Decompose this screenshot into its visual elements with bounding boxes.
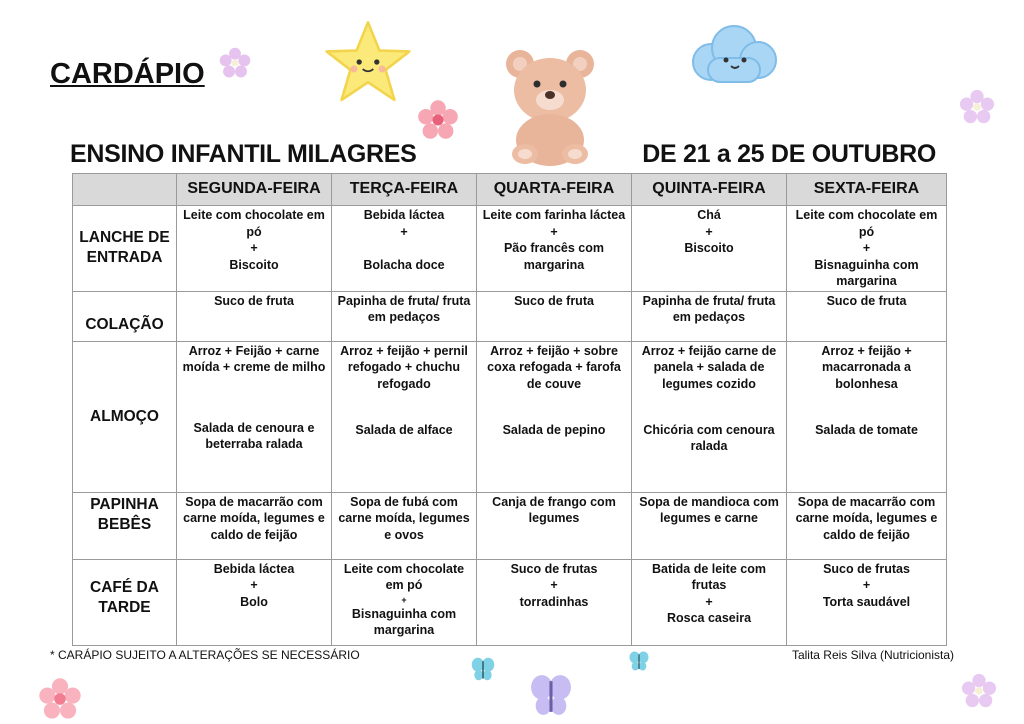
table-row: [73, 341, 947, 492]
table-row: [73, 291, 947, 341]
menu-cell: [787, 291, 947, 341]
table-header-row: [73, 174, 947, 206]
menu-item: Arroz + feijão carne de panela + salada de legumes cozido: [641, 343, 777, 391]
plus-sign: +: [400, 224, 408, 239]
corner-cell: [73, 174, 177, 206]
menu-cell: [632, 341, 787, 492]
plus-sign: +: [401, 594, 407, 605]
menu-cell: [477, 341, 632, 492]
menu-item: Arroz + feijão + pernil refogado + chuchu refogado: [340, 343, 468, 391]
menu-item: Bolacha doce: [363, 258, 445, 272]
meal-label: CAFÉ DA TARDE: [73, 559, 177, 645]
menu-cell: [177, 559, 332, 645]
menu-cell: [787, 559, 947, 645]
menu-cell: [477, 206, 632, 292]
plus-sign: +: [705, 594, 713, 609]
menu-cell: [477, 559, 632, 645]
menu-cell: [632, 291, 787, 341]
flower-icon: [960, 672, 998, 710]
table-row: [73, 559, 947, 645]
menu-cell: [632, 492, 787, 559]
plus-sign: +: [862, 578, 871, 592]
menu-item: Chá: [697, 208, 721, 222]
menu-item: Leite com chocolate em pó: [343, 561, 465, 592]
menu-table: [72, 173, 947, 646]
menu-cell: [332, 492, 477, 559]
footnote: * CARÁPIO SUJEITO A ALTERAÇÕES SE NECESSÁRIO: [50, 648, 360, 662]
menu-cell: [177, 492, 332, 559]
plus-sign: +: [250, 241, 258, 255]
menu-cell: [332, 341, 477, 492]
menu-cell: [477, 492, 632, 559]
menu-item: Suco de fruta: [826, 293, 907, 308]
menu-item: Suco de fruta: [214, 293, 294, 308]
table-row: [73, 492, 947, 559]
menu-item: Salada de pepino: [502, 422, 606, 437]
day-header: QUINTA-FEIRA: [632, 174, 787, 206]
menu-item: Salada de tomate: [815, 422, 918, 437]
menu-item: Sopa de mandioca com legumes e carne: [639, 494, 779, 525]
menu-cell: [632, 559, 787, 645]
menu-cell: [332, 291, 477, 341]
menu-cell: [332, 206, 477, 292]
menu-item: Batida de leite com frutas: [652, 561, 766, 592]
date-range: DE 21 a 25 DE OUTUBRO: [642, 140, 936, 168]
butterfly-icon: [528, 672, 574, 718]
plus-sign: +: [705, 224, 713, 239]
menu-item: Arroz + feijão + sobre coxa refogada + farofa de couve: [487, 343, 621, 391]
plus-sign: +: [550, 578, 558, 592]
menu-item: Leite com chocolate em pó: [795, 208, 938, 239]
flower-icon: [30, 676, 90, 722]
butterfly-icon: [470, 656, 496, 682]
school-name: ENSINO INFANTIL MILAGRES: [70, 140, 417, 168]
teddy-bear-icon: [495, 42, 605, 167]
flower-icon: [416, 98, 460, 142]
menu-item: Bebida láctea: [213, 561, 295, 576]
menu-item: Leite com farinha láctea: [482, 208, 626, 222]
meal-label: ALMOÇO: [73, 341, 177, 492]
meal-label: COLAÇÃO: [73, 291, 177, 341]
plus-sign: +: [250, 578, 258, 592]
menu-cell: [787, 341, 947, 492]
cloud-icon: [686, 20, 781, 90]
menu-item: Rosca caseira: [666, 611, 752, 625]
menu-item: Arroz + Feijão + carne moída + creme de milho: [182, 343, 326, 374]
menu-item: Biscoito: [684, 241, 734, 255]
menu-cell: [177, 206, 332, 292]
plus-sign: +: [862, 241, 871, 255]
menu-item: Torta saudável: [822, 594, 911, 609]
menu-item: Salada de alface: [355, 422, 453, 437]
flower-icon: [218, 46, 252, 80]
menu-cell: [477, 291, 632, 341]
menu-item: Canja de frango com legumes: [492, 494, 616, 525]
day-header: SEXTA-FEIRA: [787, 174, 947, 206]
menu-item: Chicória com cenoura ralada: [643, 422, 775, 453]
menu-cell: [787, 492, 947, 559]
menu-item: Papinha de fruta/ fruta em pedaços: [337, 293, 471, 324]
menu-item: Arroz + feijão + macarronada a bolonhesa: [821, 343, 912, 391]
star-icon: [322, 18, 414, 106]
meal-label: PAPINHA BEBÊS: [73, 492, 177, 559]
day-header: QUARTA-FEIRA: [477, 174, 632, 206]
menu-cell: [632, 206, 787, 292]
menu-item: Leite com chocolate em pó: [183, 208, 325, 239]
menu-item: Bebida láctea: [363, 208, 445, 222]
page-title: CARDÁPIO: [50, 58, 205, 90]
menu-item: Sopa de macarrão com carne moída, legumes e caldo de feijão: [795, 494, 938, 542]
menu-item: Bisnaguinha com margarina: [814, 257, 919, 288]
menu-item: Salada de cenoura e beterraba ralada: [193, 420, 315, 451]
menu-item: Suco de frutas: [823, 561, 910, 576]
day-header: TERÇA-FEIRA: [332, 174, 477, 206]
table-row: [73, 206, 947, 292]
nutritionist-signature: Talita Reis Silva (Nutricionista): [791, 648, 954, 662]
menu-cell: [332, 559, 477, 645]
day-header: SEGUNDA-FEIRA: [177, 174, 332, 206]
menu-item: Bisnaguinha com margarina: [351, 606, 457, 637]
menu-cell: [177, 291, 332, 341]
plus-sign: +: [550, 224, 558, 239]
butterfly-icon: [628, 650, 650, 672]
menu-cell: [177, 341, 332, 492]
menu-item: Sopa de fubá com carne moída, legumes e ovos: [338, 494, 470, 542]
menu-item: Sopa de macarrão com carne moída, legumes e caldo de feijão: [183, 494, 325, 542]
menu-item: torradinhas: [519, 594, 589, 609]
menu-item: Pão francês com margarina: [503, 241, 605, 272]
menu-item: Suco de frutas: [510, 561, 598, 576]
menu-item: Biscoito: [229, 257, 279, 272]
menu-item: Bolo: [240, 594, 268, 609]
meal-label: LANCHE DE ENTRADA: [73, 206, 177, 292]
menu-item: Papinha de fruta/ fruta em pedaços: [642, 293, 776, 324]
menu-item: Suco de fruta: [514, 293, 594, 308]
flower-icon: [958, 88, 996, 126]
menu-cell: [787, 206, 947, 292]
